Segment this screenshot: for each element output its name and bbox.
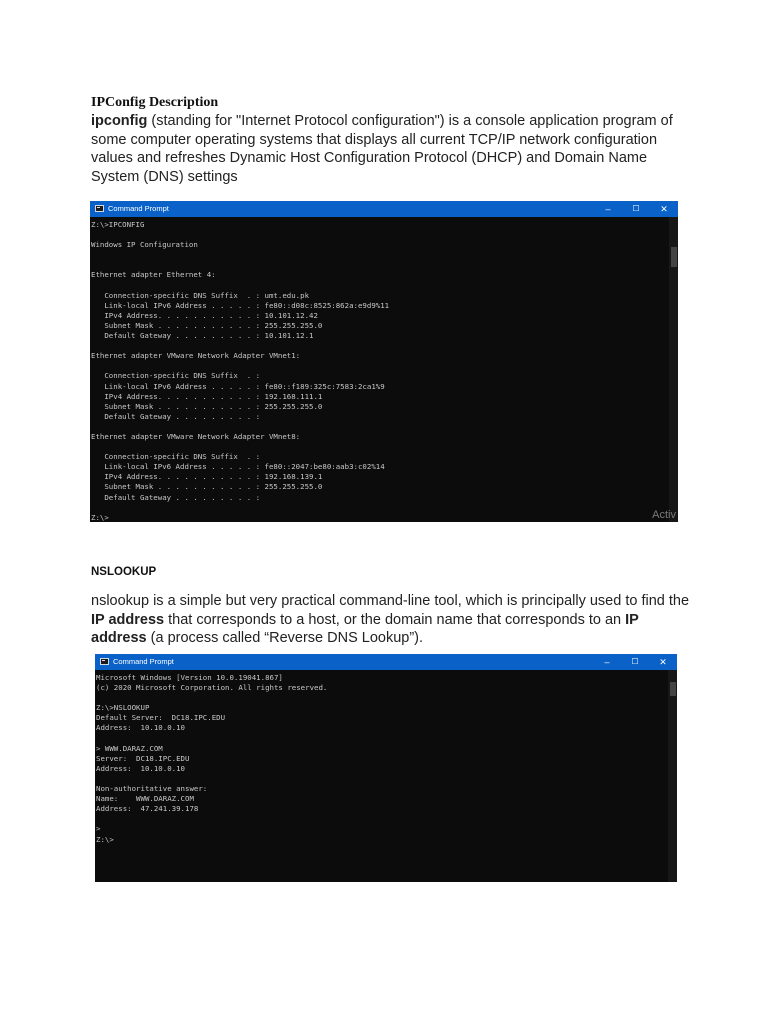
close-button[interactable]: ✕: [659, 657, 667, 667]
nslookup-text-3: (a process called “Reverse DNS Lookup”).: [146, 630, 424, 646]
console-line: Link-local IPv6 Address . . . . . : fe80::d08c:8525:862a:e9d9%11: [91, 300, 390, 310]
console-line: Z:\>: [91, 512, 109, 522]
maximize-button[interactable]: ☐: [632, 204, 640, 213]
nslookup-text-1: nslookup is a simple but very practical command-line tool, which is principally used to find the: [91, 593, 690, 609]
console-line: Address: 47.241.39.178: [96, 804, 199, 814]
scrollbar-thumb[interactable]: [670, 682, 676, 696]
console-line: Microsoft Windows [Version 10.0.19041.867]: [96, 673, 283, 682]
window-titlebar[interactable]: [90, 201, 678, 217]
console-line: Connection-specific DNS Suffix . : umt.edu.pk: [91, 290, 310, 300]
command-prompt-icon: [95, 205, 104, 212]
maximize-button[interactable]: ☐: [631, 657, 639, 666]
nslookup-heading: NSLOOKUP: [91, 566, 157, 578]
nslookup-command-prompt-window: [95, 654, 677, 882]
console-line: [91, 341, 668, 351]
console-line: Server: DC18.IPC.EDU: [96, 753, 190, 763]
window-title: Command Prompt: [108, 204, 169, 213]
console-line: Default Gateway . . . . . . . . . :: [91, 492, 261, 502]
console-line: Non-authoritative answer:: [96, 784, 208, 794]
minimize-button[interactable]: –: [604, 657, 610, 667]
console-line: Connection-specific DNS Suffix . :: [91, 371, 261, 381]
minimize-button[interactable]: –: [605, 204, 611, 214]
nslookup-bold-1: IP address: [91, 611, 165, 628]
console-line: Default Gateway . . . . . . . . . :: [91, 411, 261, 421]
console-line: Z:\>NSLOOKUP: [96, 703, 150, 713]
console-line: Name: WWW.DARAZ.COM: [96, 794, 194, 804]
console-line: [91, 281, 668, 291]
window-title: Command Prompt: [113, 657, 174, 666]
console-line: Z:\>: [96, 834, 114, 844]
console-line: Subnet Mask . . . . . . . . . . . : 255.255.255.0: [91, 482, 323, 492]
console-line: Default Server: DC18.IPC.EDU: [96, 713, 226, 723]
console-line: [91, 422, 668, 432]
console-output[interactable]: [96, 673, 667, 882]
console-line: [96, 774, 667, 784]
console-output[interactable]: [91, 220, 668, 522]
ipconfig-heading: IPConfig Description: [91, 95, 219, 110]
ipconfig-term: ipconfig: [91, 113, 148, 129]
console-line: Windows IP Configuration: [91, 240, 198, 250]
console-line: Default Gateway . . . . . . . . . : 10.101.12.1: [91, 331, 314, 341]
console-line: Z:\>IPCONFIG: [91, 220, 145, 229]
console-line: [96, 693, 667, 703]
console-line: [91, 361, 668, 371]
console-line: IPv4 Address. . . . . . . . . . . : 192.168.139.1: [91, 472, 323, 482]
console-line: IPv4 Address. . . . . . . . . . . : 10.101.12.42: [91, 310, 318, 320]
console-line: IPv4 Address. . . . . . . . . . . : 192.168.111.1: [91, 391, 323, 401]
console-scrollbar[interactable]: [669, 217, 678, 522]
console-line: >: [96, 824, 101, 834]
scrollbar-thumb[interactable]: [671, 247, 677, 267]
console-line: [91, 442, 668, 452]
console-line: Subnet Mask . . . . . . . . . . . : 255.255.255.0: [91, 320, 323, 330]
nslookup-description: [91, 592, 691, 648]
console-line: (c) 2020 Microsoft Corporation. All rights reserved.: [96, 683, 328, 693]
console-line: Address: 10.10.0.10: [96, 763, 185, 773]
console-line: Ethernet adapter VMware Network Adapter VMnet1:: [91, 351, 301, 361]
console-line: Connection-specific DNS Suffix . :: [91, 452, 261, 462]
console-line: [91, 260, 668, 270]
console-line: Link-local IPv6 Address . . . . . : fe80::2047:be80:aab3:c02%14: [91, 462, 385, 472]
console-line: [91, 503, 668, 513]
console-line: [96, 814, 667, 824]
console-line: Subnet Mask . . . . . . . . . . . : 255.255.255.0: [91, 401, 323, 411]
ipconfig-command-prompt-window: [90, 201, 678, 522]
console-line: Ethernet adapter Ethernet 4:: [91, 270, 216, 280]
ipconfig-description-text: (standing for "Internet Protocol configuration") is a console application program of some computer operating systems that displays all current TCP/IP network configuration values and refreshes Dynamic Host Configuration Protocol (DHCP) and Domain Name System (DNS) settings: [91, 113, 673, 185]
window-titlebar[interactable]: [95, 654, 677, 670]
ipconfig-description: [91, 112, 691, 186]
console-line: Ethernet adapter VMware Network Adapter VMnet8:: [91, 431, 301, 441]
console-scrollbar[interactable]: [668, 670, 677, 882]
console-line: [96, 734, 667, 744]
console-line: [91, 230, 668, 240]
activation-watermark: Activ: [652, 509, 676, 521]
nslookup-text-2: that corresponds to a host, or the domain name that corresponds to an: [164, 611, 626, 628]
nslookup-bold-2: IP address: [91, 611, 639, 646]
console-line: Link-local IPv6 Address . . . . . : fe80::f189:325c:7583:2ca1%9: [91, 381, 385, 391]
console-line: Address: 10.10.0.10: [96, 723, 185, 733]
command-prompt-icon: [100, 658, 109, 665]
close-button[interactable]: ✕: [660, 204, 668, 214]
console-line: [91, 250, 668, 260]
console-line: > WWW.DARAZ.COM: [96, 743, 163, 753]
